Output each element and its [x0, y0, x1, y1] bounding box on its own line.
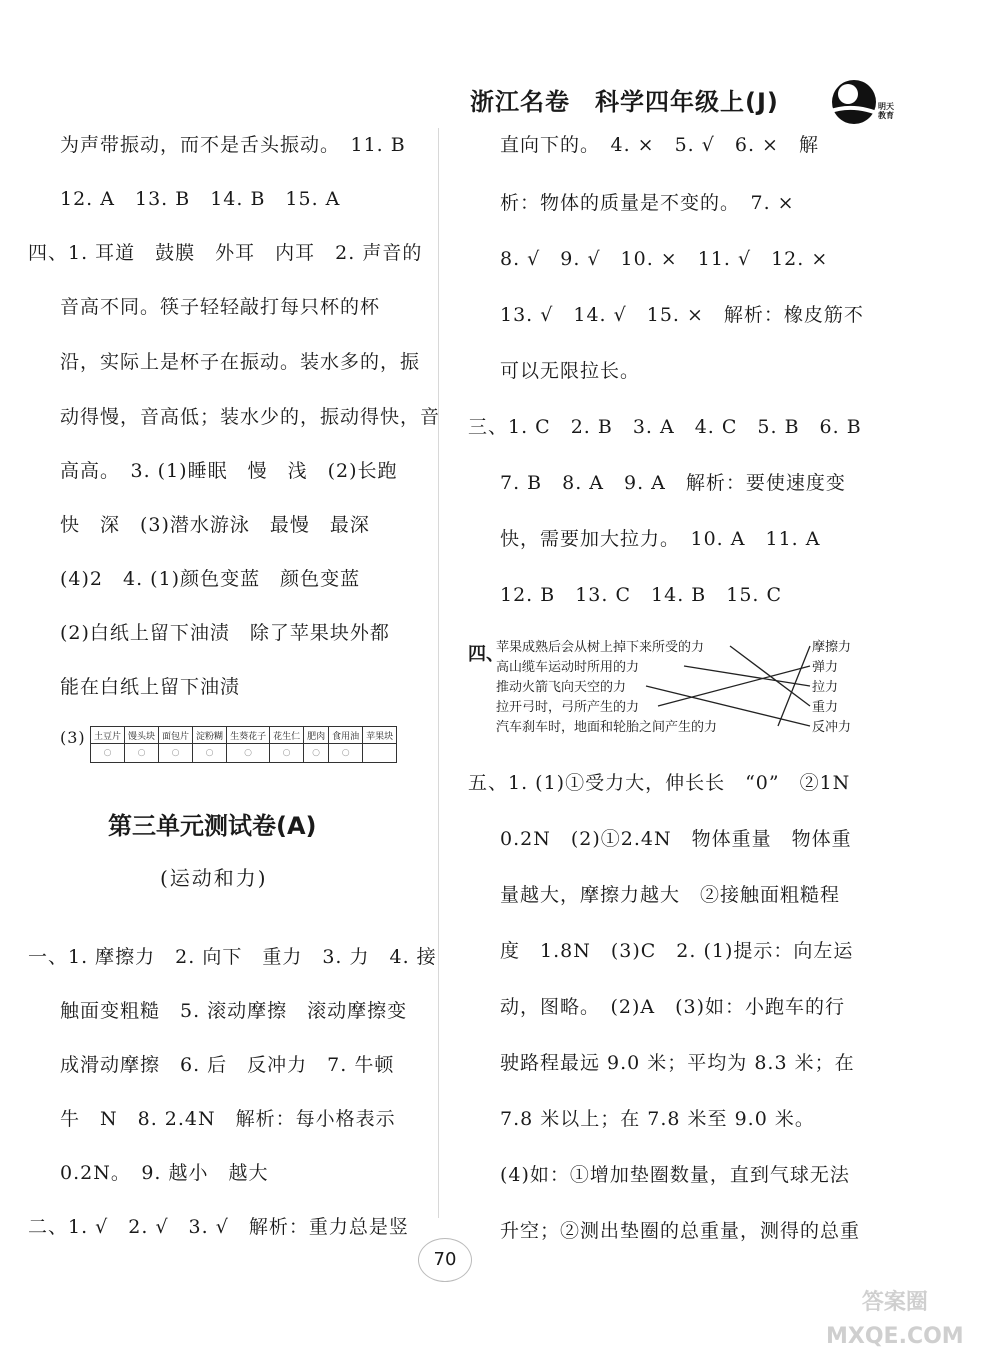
answer-line: 为声带振动，而不是舌头振动。 11. B	[60, 134, 406, 156]
matching-lines	[468, 634, 868, 738]
answer-line: 音高不同。筷子轻轻敲打每只杯的杯	[60, 296, 381, 318]
answer-line: 可以无限拉长。	[500, 360, 641, 382]
answer-line: 五、1. (1)①受力大，伸长长 “0” ②1N	[468, 772, 851, 794]
table-header: 面包片	[159, 727, 193, 744]
site-watermark: 答案圈 MXQE.COM	[826, 1290, 964, 1349]
table-header: 馒头块	[125, 727, 159, 744]
answer-line: 能在白纸上留下油渍	[60, 676, 241, 698]
matching-right-item: 摩擦力	[812, 640, 852, 655]
answer-line: 沿，实际上是杯子在振动。装水多的，振	[60, 351, 421, 373]
table-item-label: (3)	[60, 728, 86, 747]
answer-line: 度 1.8N (3)C 2. (1)提示：向左运	[500, 940, 854, 962]
answer-line: 12. A 13. B 14. B 15. A	[60, 188, 341, 210]
matching-left-item: 高山缆车运动时所用的力	[496, 660, 640, 675]
answer-line: 13. √ 14. √ 15. × 解析：橡皮筋不	[500, 304, 864, 326]
publisher-logo-text: 明天教育	[878, 102, 894, 120]
table-cell: ○	[304, 744, 329, 763]
answer-line: 7. B 8. A 9. A 解析：要使速度变	[500, 472, 846, 494]
table-cell: ○	[270, 744, 304, 763]
matching-label: 四、	[468, 644, 504, 665]
table-header: 肥肉	[304, 727, 329, 744]
answer-line: 动，图略。 (2)A (3)如：小跑车的行	[500, 996, 846, 1018]
answer-line: 升空；②测出垫圈的总重量，测得的总重	[500, 1220, 861, 1242]
answer-line: 析：物体的质量是不变的。 7. ×	[500, 192, 795, 214]
column-divider	[438, 128, 439, 1218]
answer-line: 高高。 3. (1)睡眠 慢 浅 (2)长跑	[60, 460, 398, 482]
answer-line: 快，需要加大拉力。 10. A 11. A	[500, 528, 821, 550]
answer-line: 0.2N (2)①2.4N 物体重量 物体重	[500, 828, 852, 850]
answer-line: 直向下的。 4. × 5. √ 6. × 解	[500, 134, 819, 156]
matching-right-item: 弹力	[812, 660, 839, 675]
table-header: 生葵花子	[227, 727, 270, 744]
answer-line: 8. √ 9. √ 10. × 11. √ 12. ×	[500, 248, 829, 270]
matching-right-item: 反冲力	[812, 720, 852, 735]
food-test-table	[90, 726, 397, 763]
matching-left-item: 推动火箭飞向天空的力	[496, 680, 627, 695]
answer-line: 12. B 13. C 14. B 15. C	[500, 584, 783, 606]
table-cell: ○	[125, 744, 159, 763]
matching-left-item: 苹果成熟后会从树上掉下来所受的力	[496, 640, 705, 655]
unit-subtitle: (运动和力)	[160, 866, 268, 890]
answer-line: 7.8 米以上；在 7.8 米至 9.0 米。	[500, 1108, 815, 1130]
table-header: 土豆片	[91, 727, 125, 744]
answer-line: 成滑动摩擦 6. 后 反冲力 7. 牛顿	[60, 1054, 395, 1076]
answer-line: 四、1. 耳道 鼓膜 外耳 内耳 2. 声音的	[28, 242, 423, 264]
answer-line: 二、1. √ 2. √ 3. √ 解析：重力总是竖	[28, 1216, 409, 1238]
table-header: 苹果块	[363, 727, 397, 744]
answer-line: 快 深 (3)潜水游泳 最慢 最深	[60, 514, 370, 536]
table-cell: ○	[159, 744, 193, 763]
answer-line: 一、1. 摩擦力 2. 向下 重力 3. 力 4. 接	[28, 946, 437, 968]
table-header: 食用油	[329, 727, 363, 744]
matching-right-item: 拉力	[812, 680, 839, 695]
answer-line: (2)白纸上留下油渍 除了苹果块外都	[60, 622, 390, 644]
answer-line: 驶路程最远 9.0 米；平均为 8.3 米；在	[500, 1052, 855, 1074]
book-title: 浙江名卷 科学四年级上(J)	[470, 88, 779, 116]
answer-line: (4)2 4. (1)颜色变蓝 颜色变蓝	[60, 568, 361, 590]
matching-right-item: 重力	[812, 700, 839, 715]
answer-line: (4)如：①增加垫圈数量，直到气球无法	[500, 1164, 850, 1186]
unit-title: 第三单元测试卷(A)	[108, 812, 317, 840]
table-cell	[363, 744, 397, 763]
answer-line: 三、1. C 2. B 3. A 4. C 5. B 6. B	[468, 416, 862, 438]
answer-line: 动得慢，音高低；装水少的，振动得快，音	[60, 406, 441, 428]
answer-line: 牛 N 8. 2.4N 解析：每小格表示	[60, 1108, 396, 1130]
table-cell: ○	[329, 744, 363, 763]
answer-line: 量越大，摩擦力越大 ②接触面粗糙程	[500, 884, 841, 906]
matching-left-item: 拉开弓时，弓所产生的力	[496, 700, 640, 715]
table-cell: ○	[193, 744, 227, 763]
answer-line: 触面变粗糙 5. 滚动摩擦 滚动摩擦变	[60, 1000, 408, 1022]
table-header: 淀粉糊	[193, 727, 227, 744]
matching-left-item: 汽车刹车时，地面和轮胎之间产生的力	[496, 720, 718, 735]
table-header: 花生仁	[270, 727, 304, 744]
table-cell: ○	[91, 744, 125, 763]
page-number: 70	[418, 1238, 472, 1282]
force-matching-diagram	[468, 634, 868, 738]
answer-line: 0.2N。 9. 越小 越大	[60, 1162, 269, 1184]
table-cell: ○	[227, 744, 270, 763]
